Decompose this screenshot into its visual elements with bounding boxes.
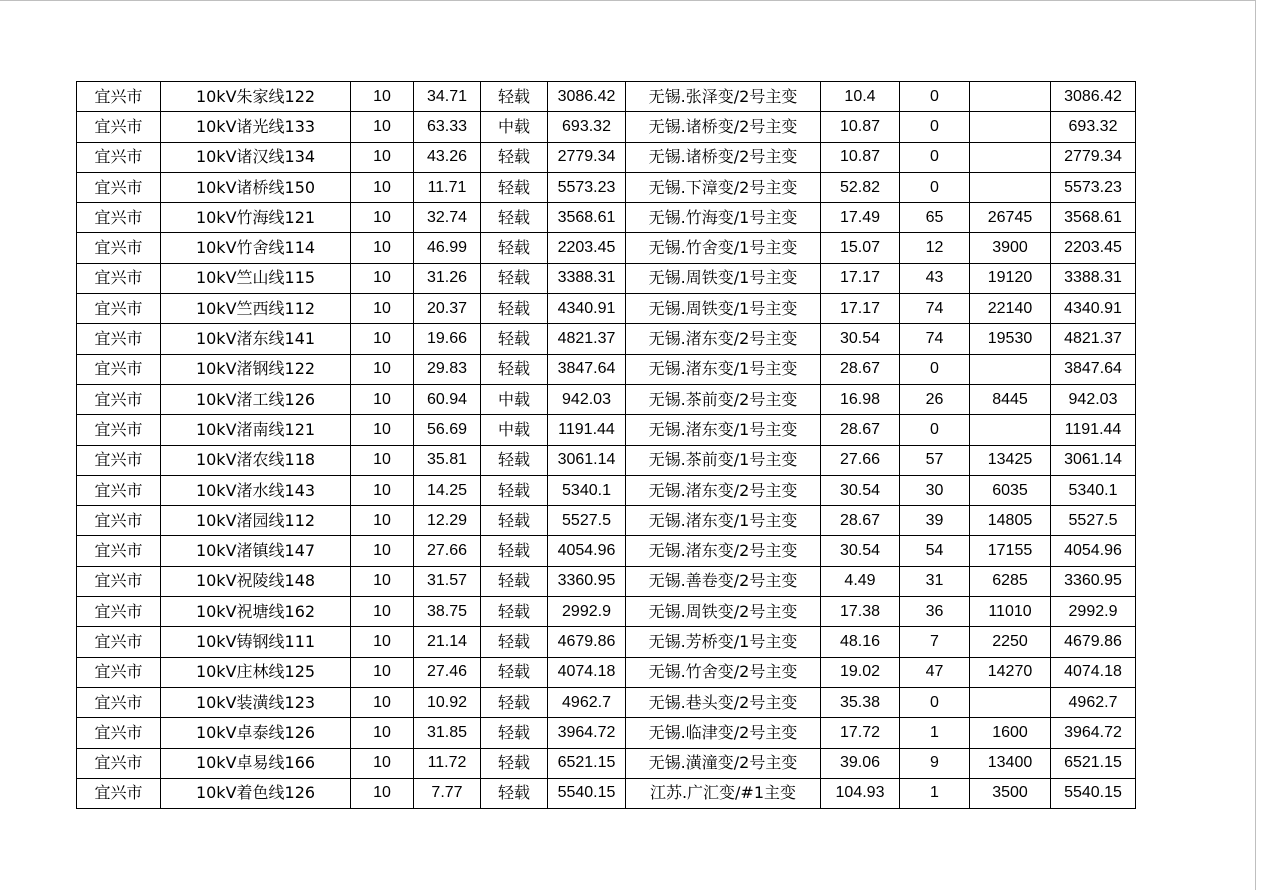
amount-cell: 19530: [970, 324, 1051, 354]
voltage-cell: 10: [351, 294, 414, 324]
line-name-cell: 10kV渚工线126: [161, 384, 351, 414]
capacity-cell: 942.03: [548, 384, 626, 414]
line-name-cell: 10kV渚农线118: [161, 445, 351, 475]
load-status-cell: 轻载: [481, 324, 548, 354]
line-name-cell: 10kV卓泰线126: [161, 718, 351, 748]
city-cell: 宜兴市: [77, 445, 161, 475]
city-cell: 宜兴市: [77, 566, 161, 596]
line-name-cell: 10kV竹海线121: [161, 203, 351, 233]
table-row: [77, 294, 1136, 324]
city-cell: 宜兴市: [77, 324, 161, 354]
capacity-cell: 3360.95: [548, 566, 626, 596]
load-rate-cell: 32.74: [414, 203, 481, 233]
available-capacity-cell: 4962.7: [1051, 687, 1136, 717]
amount-cell: 14270: [970, 657, 1051, 687]
count-cell: 1: [900, 718, 970, 748]
available-capacity-cell: 5340.1: [1051, 475, 1136, 505]
amount-cell: 19120: [970, 263, 1051, 293]
line-name-cell: 10kV祝陵线148: [161, 566, 351, 596]
load-status-cell: 轻载: [481, 354, 548, 384]
city-cell: 宜兴市: [77, 506, 161, 536]
city-cell: 宜兴市: [77, 233, 161, 263]
load-status-cell: 轻载: [481, 627, 548, 657]
amount-cell: [970, 142, 1051, 172]
load-rate-cell: 56.69: [414, 415, 481, 445]
transformer-load-cell: 28.67: [821, 506, 900, 536]
available-capacity-cell: 4074.18: [1051, 657, 1136, 687]
transformer-load-cell: 17.17: [821, 263, 900, 293]
load-status-cell: 轻载: [481, 536, 548, 566]
transformer-load-cell: 17.49: [821, 203, 900, 233]
load-rate-cell: 27.66: [414, 536, 481, 566]
load-rate-cell: 35.81: [414, 445, 481, 475]
table-row: [77, 415, 1136, 445]
available-capacity-cell: 1191.44: [1051, 415, 1136, 445]
amount-cell: [970, 687, 1051, 717]
amount-cell: 13400: [970, 748, 1051, 778]
capacity-cell: 3388.31: [548, 263, 626, 293]
capacity-cell: 5340.1: [548, 475, 626, 505]
load-status-cell: 轻载: [481, 748, 548, 778]
load-rate-cell: 11.72: [414, 748, 481, 778]
line-name-cell: 10kV渚东线141: [161, 324, 351, 354]
city-cell: 宜兴市: [77, 597, 161, 627]
city-cell: 宜兴市: [77, 627, 161, 657]
capacity-cell: 4962.7: [548, 687, 626, 717]
voltage-cell: 10: [351, 566, 414, 596]
city-cell: 宜兴市: [77, 718, 161, 748]
table-row: [77, 597, 1136, 627]
city-cell: 宜兴市: [77, 657, 161, 687]
amount-cell: [970, 172, 1051, 202]
load-rate-cell: 27.46: [414, 657, 481, 687]
available-capacity-cell: 3964.72: [1051, 718, 1136, 748]
load-rate-cell: 31.26: [414, 263, 481, 293]
table-row: [77, 112, 1136, 142]
table-row: [77, 687, 1136, 717]
load-rate-cell: 19.66: [414, 324, 481, 354]
capacity-cell: 4821.37: [548, 324, 626, 354]
line-name-cell: 10kV诸光线133: [161, 112, 351, 142]
count-cell: 74: [900, 294, 970, 324]
load-rate-cell: 7.77: [414, 778, 481, 808]
available-capacity-cell: 2992.9: [1051, 597, 1136, 627]
transformer-cell: 无锡.竹舍变/1号主变: [626, 233, 821, 263]
line-name-cell: 10kV庄林线125: [161, 657, 351, 687]
count-cell: 0: [900, 82, 970, 112]
voltage-cell: 10: [351, 536, 414, 566]
capacity-cell: 5540.15: [548, 778, 626, 808]
amount-cell: 14805: [970, 506, 1051, 536]
transformer-cell: 无锡.渚东变/1号主变: [626, 415, 821, 445]
transformer-load-cell: 17.17: [821, 294, 900, 324]
amount-cell: 11010: [970, 597, 1051, 627]
city-cell: 宜兴市: [77, 112, 161, 142]
table-row: [77, 142, 1136, 172]
load-rate-cell: 43.26: [414, 142, 481, 172]
load-status-cell: 轻载: [481, 203, 548, 233]
transformer-load-cell: 15.07: [821, 233, 900, 263]
table-body: [77, 82, 1136, 809]
transformer-load-cell: 30.54: [821, 324, 900, 354]
table-row: [77, 657, 1136, 687]
voltage-cell: 10: [351, 506, 414, 536]
load-status-cell: 中载: [481, 415, 548, 445]
city-cell: 宜兴市: [77, 142, 161, 172]
line-name-cell: 10kV装潢线123: [161, 687, 351, 717]
city-cell: 宜兴市: [77, 748, 161, 778]
transformer-cell: 无锡.渚东变/2号主变: [626, 536, 821, 566]
transformer-cell: 无锡.临津变/2号主变: [626, 718, 821, 748]
transformer-cell: 无锡.竹海变/1号主变: [626, 203, 821, 233]
transformer-cell: 江苏.广汇变/#1主变: [626, 778, 821, 808]
count-cell: 57: [900, 445, 970, 475]
transformer-load-cell: 30.54: [821, 475, 900, 505]
transformer-load-cell: 104.93: [821, 778, 900, 808]
load-rate-cell: 21.14: [414, 627, 481, 657]
transformer-load-cell: 27.66: [821, 445, 900, 475]
voltage-cell: 10: [351, 687, 414, 717]
capacity-cell: 3964.72: [548, 718, 626, 748]
transformer-cell: 无锡.诸桥变/2号主变: [626, 142, 821, 172]
transformer-load-cell: 16.98: [821, 384, 900, 414]
available-capacity-cell: 4054.96: [1051, 536, 1136, 566]
transformer-load-cell: 28.67: [821, 354, 900, 384]
capacity-cell: 2779.34: [548, 142, 626, 172]
load-rate-cell: 11.71: [414, 172, 481, 202]
voltage-cell: 10: [351, 597, 414, 627]
load-status-cell: 轻载: [481, 142, 548, 172]
available-capacity-cell: 5573.23: [1051, 172, 1136, 202]
transformer-load-cell: 48.16: [821, 627, 900, 657]
load-status-cell: 轻载: [481, 82, 548, 112]
voltage-cell: 10: [351, 82, 414, 112]
voltage-cell: 10: [351, 627, 414, 657]
capacity-cell: 4340.91: [548, 294, 626, 324]
capacity-cell: 1191.44: [548, 415, 626, 445]
load-rate-cell: 63.33: [414, 112, 481, 142]
city-cell: 宜兴市: [77, 203, 161, 233]
capacity-cell: 3061.14: [548, 445, 626, 475]
load-status-cell: 轻载: [481, 263, 548, 293]
amount-cell: [970, 82, 1051, 112]
capacity-cell: 693.32: [548, 112, 626, 142]
city-cell: 宜兴市: [77, 263, 161, 293]
capacity-cell: 5527.5: [548, 506, 626, 536]
line-load-table: [76, 81, 1136, 809]
city-cell: 宜兴市: [77, 687, 161, 717]
amount-cell: [970, 112, 1051, 142]
amount-cell: 26745: [970, 203, 1051, 233]
amount-cell: 6285: [970, 566, 1051, 596]
count-cell: 0: [900, 687, 970, 717]
city-cell: 宜兴市: [77, 384, 161, 414]
table-row: [77, 233, 1136, 263]
count-cell: 0: [900, 142, 970, 172]
amount-cell: 22140: [970, 294, 1051, 324]
count-cell: 12: [900, 233, 970, 263]
amount-cell: 2250: [970, 627, 1051, 657]
voltage-cell: 10: [351, 263, 414, 293]
load-status-cell: 轻载: [481, 294, 548, 324]
line-name-cell: 10kV渚钢线122: [161, 354, 351, 384]
capacity-cell: 3086.42: [548, 82, 626, 112]
line-name-cell: 10kV诸桥线150: [161, 172, 351, 202]
city-cell: 宜兴市: [77, 172, 161, 202]
voltage-cell: 10: [351, 324, 414, 354]
voltage-cell: 10: [351, 142, 414, 172]
transformer-cell: 无锡.茶前变/2号主变: [626, 384, 821, 414]
city-cell: 宜兴市: [77, 778, 161, 808]
voltage-cell: 10: [351, 233, 414, 263]
voltage-cell: 10: [351, 203, 414, 233]
available-capacity-cell: 6521.15: [1051, 748, 1136, 778]
count-cell: 54: [900, 536, 970, 566]
load-status-cell: 轻载: [481, 445, 548, 475]
voltage-cell: 10: [351, 445, 414, 475]
count-cell: 30: [900, 475, 970, 505]
table-row: [77, 354, 1136, 384]
table-row: [77, 263, 1136, 293]
load-rate-cell: 60.94: [414, 384, 481, 414]
line-name-cell: 10kV祝塘线162: [161, 597, 351, 627]
table-row: [77, 506, 1136, 536]
line-name-cell: 10kV着色线126: [161, 778, 351, 808]
table-row: [77, 778, 1136, 808]
count-cell: 47: [900, 657, 970, 687]
load-status-cell: 轻载: [481, 597, 548, 627]
line-name-cell: 10kV渚南线121: [161, 415, 351, 445]
line-name-cell: 10kV诸汉线134: [161, 142, 351, 172]
transformer-load-cell: 35.38: [821, 687, 900, 717]
count-cell: 0: [900, 172, 970, 202]
city-cell: 宜兴市: [77, 294, 161, 324]
voltage-cell: 10: [351, 718, 414, 748]
voltage-cell: 10: [351, 778, 414, 808]
voltage-cell: 10: [351, 657, 414, 687]
load-status-cell: 中载: [481, 112, 548, 142]
count-cell: 43: [900, 263, 970, 293]
load-rate-cell: 38.75: [414, 597, 481, 627]
available-capacity-cell: 2203.45: [1051, 233, 1136, 263]
table-row: [77, 718, 1136, 748]
available-capacity-cell: 3061.14: [1051, 445, 1136, 475]
line-name-cell: 10kV竹舍线114: [161, 233, 351, 263]
available-capacity-cell: 942.03: [1051, 384, 1136, 414]
table-row: [77, 748, 1136, 778]
transformer-cell: 无锡.周铁变/2号主变: [626, 597, 821, 627]
load-status-cell: 轻载: [481, 778, 548, 808]
available-capacity-cell: 3388.31: [1051, 263, 1136, 293]
city-cell: 宜兴市: [77, 475, 161, 505]
load-status-cell: 轻载: [481, 566, 548, 596]
transformer-load-cell: 19.02: [821, 657, 900, 687]
line-name-cell: 10kV卓易线166: [161, 748, 351, 778]
load-status-cell: 轻载: [481, 506, 548, 536]
load-status-cell: 轻载: [481, 718, 548, 748]
transformer-load-cell: 17.72: [821, 718, 900, 748]
transformer-cell: 无锡.芳桥变/1号主变: [626, 627, 821, 657]
count-cell: 0: [900, 112, 970, 142]
table-row: [77, 627, 1136, 657]
load-rate-cell: 29.83: [414, 354, 481, 384]
capacity-cell: 4679.86: [548, 627, 626, 657]
amount-cell: 1600: [970, 718, 1051, 748]
load-rate-cell: 12.29: [414, 506, 481, 536]
city-cell: 宜兴市: [77, 415, 161, 445]
table-row: [77, 82, 1136, 112]
city-cell: 宜兴市: [77, 82, 161, 112]
transformer-cell: 无锡.渚东变/1号主变: [626, 354, 821, 384]
count-cell: 39: [900, 506, 970, 536]
load-status-cell: 轻载: [481, 657, 548, 687]
voltage-cell: 10: [351, 415, 414, 445]
count-cell: 65: [900, 203, 970, 233]
transformer-load-cell: 4.49: [821, 566, 900, 596]
capacity-cell: 6521.15: [548, 748, 626, 778]
line-name-cell: 10kV渚水线143: [161, 475, 351, 505]
line-name-cell: 10kV竺山线115: [161, 263, 351, 293]
transformer-cell: 无锡.周铁变/1号主变: [626, 294, 821, 324]
transformer-load-cell: 30.54: [821, 536, 900, 566]
load-status-cell: 轻载: [481, 233, 548, 263]
capacity-cell: 5573.23: [548, 172, 626, 202]
count-cell: 0: [900, 354, 970, 384]
line-name-cell: 10kV朱家线122: [161, 82, 351, 112]
capacity-cell: 3568.61: [548, 203, 626, 233]
available-capacity-cell: 2779.34: [1051, 142, 1136, 172]
table-row: [77, 566, 1136, 596]
table-row: [77, 475, 1136, 505]
transformer-cell: 无锡.渚东变/2号主变: [626, 475, 821, 505]
transformer-load-cell: 52.82: [821, 172, 900, 202]
count-cell: 26: [900, 384, 970, 414]
available-capacity-cell: 693.32: [1051, 112, 1136, 142]
available-capacity-cell: 5540.15: [1051, 778, 1136, 808]
capacity-cell: 2203.45: [548, 233, 626, 263]
available-capacity-cell: 4340.91: [1051, 294, 1136, 324]
available-capacity-cell: 3086.42: [1051, 82, 1136, 112]
load-status-cell: 中载: [481, 384, 548, 414]
load-status-cell: 轻载: [481, 475, 548, 505]
count-cell: 74: [900, 324, 970, 354]
load-rate-cell: 31.85: [414, 718, 481, 748]
table-row: [77, 445, 1136, 475]
voltage-cell: 10: [351, 475, 414, 505]
transformer-cell: 无锡.竹舍变/2号主变: [626, 657, 821, 687]
city-cell: 宜兴市: [77, 354, 161, 384]
amount-cell: 8445: [970, 384, 1051, 414]
transformer-cell: 无锡.善卷变/2号主变: [626, 566, 821, 596]
transformer-cell: 无锡.周铁变/1号主变: [626, 263, 821, 293]
available-capacity-cell: 4821.37: [1051, 324, 1136, 354]
capacity-cell: 2992.9: [548, 597, 626, 627]
transformer-load-cell: 17.38: [821, 597, 900, 627]
transformer-cell: 无锡.渚东变/2号主变: [626, 324, 821, 354]
load-rate-cell: 14.25: [414, 475, 481, 505]
transformer-cell: 无锡.巷头变/2号主变: [626, 687, 821, 717]
capacity-cell: 3847.64: [548, 354, 626, 384]
transformer-load-cell: 10.4: [821, 82, 900, 112]
available-capacity-cell: 4679.86: [1051, 627, 1136, 657]
capacity-cell: 4074.18: [548, 657, 626, 687]
load-rate-cell: 46.99: [414, 233, 481, 263]
table-row: [77, 172, 1136, 202]
table-row: [77, 324, 1136, 354]
count-cell: 1: [900, 778, 970, 808]
load-rate-cell: 10.92: [414, 687, 481, 717]
transformer-cell: 无锡.诸桥变/2号主变: [626, 112, 821, 142]
city-cell: 宜兴市: [77, 536, 161, 566]
count-cell: 36: [900, 597, 970, 627]
available-capacity-cell: 3568.61: [1051, 203, 1136, 233]
line-name-cell: 10kV渚镇线147: [161, 536, 351, 566]
available-capacity-cell: 3847.64: [1051, 354, 1136, 384]
transformer-cell: 无锡.渚东变/1号主变: [626, 506, 821, 536]
voltage-cell: 10: [351, 112, 414, 142]
transformer-cell: 无锡.下漳变/2号主变: [626, 172, 821, 202]
transformer-load-cell: 39.06: [821, 748, 900, 778]
line-name-cell: 10kV渚园线112: [161, 506, 351, 536]
amount-cell: 6035: [970, 475, 1051, 505]
load-status-cell: 轻载: [481, 172, 548, 202]
line-name-cell: 10kV竺西线112: [161, 294, 351, 324]
table-row: [77, 384, 1136, 414]
load-status-cell: 轻载: [481, 687, 548, 717]
load-rate-cell: 34.71: [414, 82, 481, 112]
line-name-cell: 10kV铸钢线111: [161, 627, 351, 657]
transformer-cell: 无锡.张泽变/2号主变: [626, 82, 821, 112]
amount-cell: [970, 354, 1051, 384]
table-row: [77, 536, 1136, 566]
count-cell: 9: [900, 748, 970, 778]
count-cell: 7: [900, 627, 970, 657]
transformer-load-cell: 10.87: [821, 112, 900, 142]
amount-cell: 13425: [970, 445, 1051, 475]
amount-cell: 3500: [970, 778, 1051, 808]
voltage-cell: 10: [351, 384, 414, 414]
transformer-cell: 无锡.潢潼变/2号主变: [626, 748, 821, 778]
transformer-load-cell: 28.67: [821, 415, 900, 445]
transformer-load-cell: 10.87: [821, 142, 900, 172]
voltage-cell: 10: [351, 172, 414, 202]
voltage-cell: 10: [351, 354, 414, 384]
capacity-cell: 4054.96: [548, 536, 626, 566]
amount-cell: 17155: [970, 536, 1051, 566]
amount-cell: 3900: [970, 233, 1051, 263]
transformer-cell: 无锡.茶前变/1号主变: [626, 445, 821, 475]
count-cell: 31: [900, 566, 970, 596]
load-rate-cell: 31.57: [414, 566, 481, 596]
load-rate-cell: 20.37: [414, 294, 481, 324]
amount-cell: [970, 415, 1051, 445]
count-cell: 0: [900, 415, 970, 445]
available-capacity-cell: 5527.5: [1051, 506, 1136, 536]
voltage-cell: 10: [351, 748, 414, 778]
available-capacity-cell: 3360.95: [1051, 566, 1136, 596]
table-row: [77, 203, 1136, 233]
